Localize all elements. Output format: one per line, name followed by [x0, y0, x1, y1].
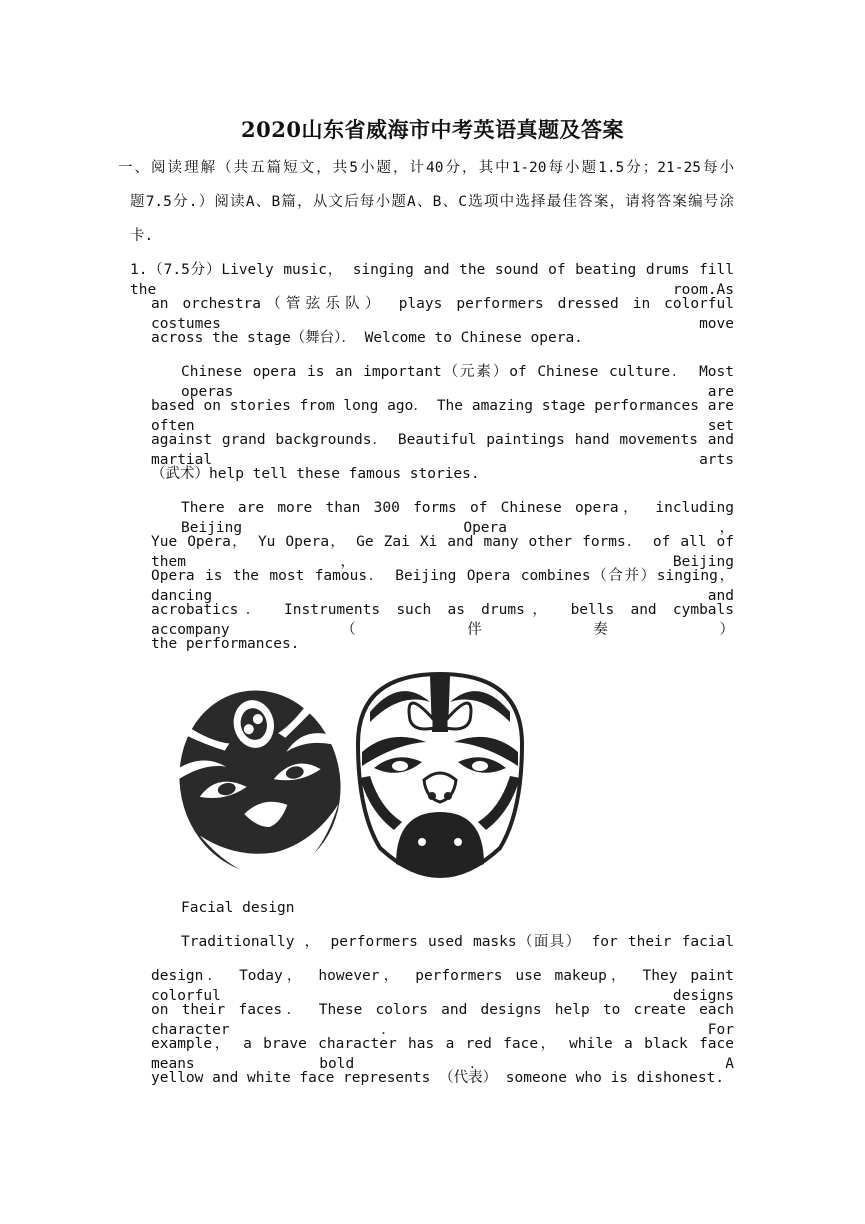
dark-opera-mask-icon [168, 675, 358, 882]
q1-para4-line-5: yellow and white face represents （代表） someone who is dishonest. [151, 1070, 725, 1086]
q1-para3-line-5: the performances. [151, 636, 300, 652]
q1-para3-line-1: There are more than 300 forms of Chinese opera， including Beijing Opera， [181, 500, 734, 536]
q1-para1-line-3: across the stage（舞台）． Welcome to Chinese opera. [151, 330, 583, 346]
q1-para4-line-4: example， a brave character has a red face， while a black face means bold． A [151, 1036, 734, 1072]
q1-para2-line-4: （武术）help tell these famous stories. [151, 466, 480, 482]
q1-para3-line-2: Yue Opera， Yu Opera， Ge Zai Xi and many other forms． of all of them， Beijing [151, 534, 734, 570]
q1-para2-line-1: Chinese opera is an important（元素）of Chinese culture． Most operas are [181, 364, 734, 400]
q1-para4-line-2: design． Today， however， performers use makeup， They paint colorful designs [151, 968, 734, 1004]
section-heading-line-2: 题7.5分.）阅读A、B篇，从文后每小题A、B、C选项中选择最佳答案，请将答案编号涂 [130, 194, 734, 210]
q1-para3-line-3: Opera is the most famous． Beijing Opera combines（合并）singing， dancing and [151, 568, 734, 604]
q1-para2-line-3: against grand backgrounds． Beautiful paintings hand movements and martial arts [151, 432, 734, 468]
page-title: 2020山东省威海市中考英语真题及答案 [241, 117, 624, 142]
image-caption: Facial design [181, 900, 295, 916]
q1-para2-line-2: based on stories from long ago． The amazing stage performances are often set [151, 398, 734, 434]
section-heading-line-1: 一、阅读理解（共五篇短文，共5小题，计40分，其中1-20每小题1.5分；21-25每小 [118, 160, 734, 176]
white-opera-mask-icon [358, 674, 522, 876]
section-heading-line-3: 卡. [130, 228, 154, 244]
q1-para4-line-3: on their faces． These colors and designs help to create each character． For [151, 1002, 734, 1038]
q1-para3-line-4: acrobatics． Instruments such as drums， bells and cymbals accompany（伴奏） [151, 602, 734, 638]
q1-para1-line-2: an orchestra（管弦乐队） plays performers dressed in colorful costumes move [151, 296, 734, 332]
q1-para4-line-1: Traditionally ， performers used masks（面具） for their facial [181, 934, 734, 950]
q1-para1-line-1: 1.（7.5分）Lively music， singing and the sound of beating drums fill the room.As [130, 262, 734, 298]
opera-masks-image [168, 672, 538, 882]
